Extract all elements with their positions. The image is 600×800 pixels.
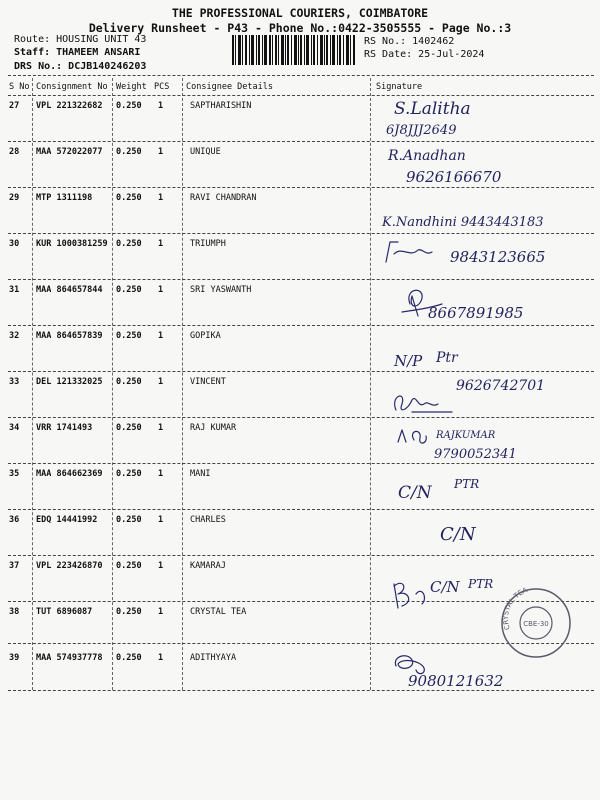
row-sno: 28 — [9, 147, 20, 157]
row-consignee: ADITHYAYA — [190, 653, 237, 663]
row-weight: 0.250 — [116, 147, 142, 157]
handwritten-name: S.Lalitha — [394, 99, 471, 119]
signature-row-36 — [372, 508, 594, 552]
row-consignee: UNIQUE — [190, 147, 221, 157]
row-consignment: MAA 864662369 — [36, 469, 103, 479]
row-sno: 35 — [9, 469, 20, 479]
col-header-consignee: Consignee Details — [186, 82, 273, 92]
row-sno: 27 — [9, 101, 20, 111]
row-weight: 0.250 — [116, 607, 142, 617]
barcode — [232, 35, 356, 65]
table-top-rule — [8, 75, 594, 76]
signature-row-35 — [372, 466, 594, 510]
row-pcs: 1 — [158, 239, 164, 249]
stamp-center-text: CBE-30 — [523, 620, 549, 628]
signature-scribble — [395, 656, 424, 674]
handwritten-note: N/P — [394, 352, 423, 370]
signature-scribble — [386, 242, 432, 262]
row-pcs: 1 — [158, 607, 164, 617]
row-consignment: KUR 1000381259 — [36, 239, 108, 249]
handwritten-note: C/N — [430, 578, 460, 596]
handwritten-phone: 9843123665 — [450, 248, 546, 266]
route-label: Route: HOUSING UNIT 43 — [14, 34, 147, 45]
handwritten-note: PTR — [454, 477, 480, 491]
runsheet-title: Delivery Runsheet - P43 - Phone No.:0422-3505555 - Page No.:3 — [88, 21, 512, 35]
drs-number: DRS No.: DCJB140246203 — [14, 61, 147, 72]
handwritten-name: RAJKUMAR — [436, 430, 496, 441]
handwritten-phone: 9626742701 — [456, 378, 546, 394]
signature-scribble — [394, 583, 424, 608]
signature-row-34 — [372, 420, 594, 464]
row-pcs: 1 — [158, 469, 164, 479]
row-consignment: VPL 221322682 — [36, 101, 103, 111]
row-pcs: 1 — [158, 147, 164, 157]
row-sno: 29 — [9, 193, 20, 203]
signature-row-28 — [372, 143, 594, 187]
row-consignment: MAA 574937778 — [36, 653, 103, 663]
row-pcs: 1 — [158, 101, 164, 111]
row-consignment: EDQ 14441992 — [36, 515, 98, 525]
row-sno: 39 — [9, 653, 20, 663]
row-weight: 0.250 — [116, 423, 142, 433]
handwritten-phone: 9626166670 — [406, 168, 502, 186]
row-pcs: 1 — [158, 653, 164, 663]
handwritten-note: PTR — [468, 577, 494, 591]
row-consignment: VRR 1741493 — [36, 423, 93, 433]
row-consignee: SAPTHARISHIN — [190, 101, 252, 111]
col-header-pcs: PCS — [154, 82, 170, 92]
row-consignment: TUT 6896087 — [36, 607, 93, 617]
row-consignee: CHARLES — [190, 515, 226, 525]
row-consignee: VINCENT — [190, 377, 226, 387]
row-weight: 0.250 — [116, 377, 142, 387]
row-pcs: 1 — [158, 561, 164, 571]
handwritten-name: R.Anadhan — [388, 148, 466, 164]
row-pcs: 1 — [158, 193, 164, 203]
handwritten-phone: 9080121632 — [408, 672, 504, 690]
row-sno: 36 — [9, 515, 20, 525]
row-consignee: TRIUMPH — [190, 239, 226, 249]
row-pcs: 1 — [158, 423, 164, 433]
row-consignment: VPL 223426870 — [36, 561, 103, 571]
handwritten-phone: 9790052341 — [434, 447, 517, 462]
row-sno: 37 — [9, 561, 20, 571]
row-divider — [8, 555, 594, 556]
row-consignee: RAVI CHANDRAN — [190, 193, 257, 203]
row-sno: 38 — [9, 607, 20, 617]
row-consignment: MAA 864657839 — [36, 331, 103, 341]
signature-row-30 — [372, 232, 594, 276]
col-header-weight: Weight — [116, 82, 147, 92]
row-consignment: DEL 121332025 — [36, 377, 103, 387]
row-consignee: GOPIKA — [190, 331, 221, 341]
rs-number: RS No.: 1402462 — [364, 36, 455, 47]
signature-row-27 — [372, 96, 594, 140]
row-divider — [8, 279, 594, 280]
handwritten-note: C/N — [398, 483, 432, 503]
handwritten-note: C/N — [440, 524, 476, 545]
row-weight: 0.250 — [116, 515, 142, 525]
row-weight: 0.250 — [116, 561, 142, 571]
signature-row-33 — [372, 374, 594, 418]
row-divider — [8, 187, 594, 188]
signature-row-31 — [372, 282, 594, 326]
company-name: THE PROFESSIONAL COURIERS, COIMBATORE — [171, 6, 429, 20]
handwritten-phone: 6J8JJJ2649 — [386, 123, 457, 138]
rs-date: RS Date: 25-Jul-2024 — [364, 49, 485, 60]
row-sno: 31 — [9, 285, 20, 295]
row-consignee: SRI YASWANTH — [190, 285, 252, 295]
row-consignment: MAA 864657844 — [36, 285, 103, 295]
row-weight: 0.250 — [116, 193, 142, 203]
row-consignment: MAA 572022077 — [36, 147, 103, 157]
handwritten-note: Ptr — [436, 350, 458, 366]
row-weight: 0.250 — [116, 653, 142, 663]
row-weight: 0.250 — [116, 101, 142, 111]
staff-label: Staff: THAMEEM ANSARI — [14, 47, 141, 58]
stamp-arc-text: CRYSTAL TEA — [501, 586, 529, 631]
row-weight: 0.250 — [116, 469, 142, 479]
signature-scribble — [398, 430, 426, 443]
col-header-consignment: Consignment No — [36, 82, 108, 92]
row-divider — [8, 141, 594, 142]
row-weight: 0.250 — [116, 285, 142, 295]
signature-scribble — [395, 396, 452, 412]
row-sno: 33 — [9, 377, 20, 387]
handwritten-note: K.Nandhini 9443443183 — [382, 215, 544, 230]
col-header-sno: S No — [9, 82, 30, 92]
row-weight: 0.250 — [116, 331, 142, 341]
row-consignment: MTP 1311198 — [36, 193, 93, 203]
row-sno: 30 — [9, 239, 20, 249]
company-stamp — [498, 585, 574, 661]
handwritten-phone: 8667891985 — [428, 304, 524, 322]
row-consignee: KAMARAJ — [190, 561, 226, 571]
row-weight: 0.250 — [116, 239, 142, 249]
col-header-signature: Signature — [376, 82, 423, 92]
row-sno: 34 — [9, 423, 20, 433]
row-pcs: 1 — [158, 285, 164, 295]
row-consignee: RAJ KUMAR — [190, 423, 237, 433]
row-consignee: MANI — [190, 469, 211, 479]
row-consignee: CRYSTAL TEA — [190, 607, 247, 617]
row-pcs: 1 — [158, 377, 164, 387]
row-sno: 32 — [9, 331, 20, 341]
row-pcs: 1 — [158, 331, 164, 341]
row-pcs: 1 — [158, 515, 164, 525]
